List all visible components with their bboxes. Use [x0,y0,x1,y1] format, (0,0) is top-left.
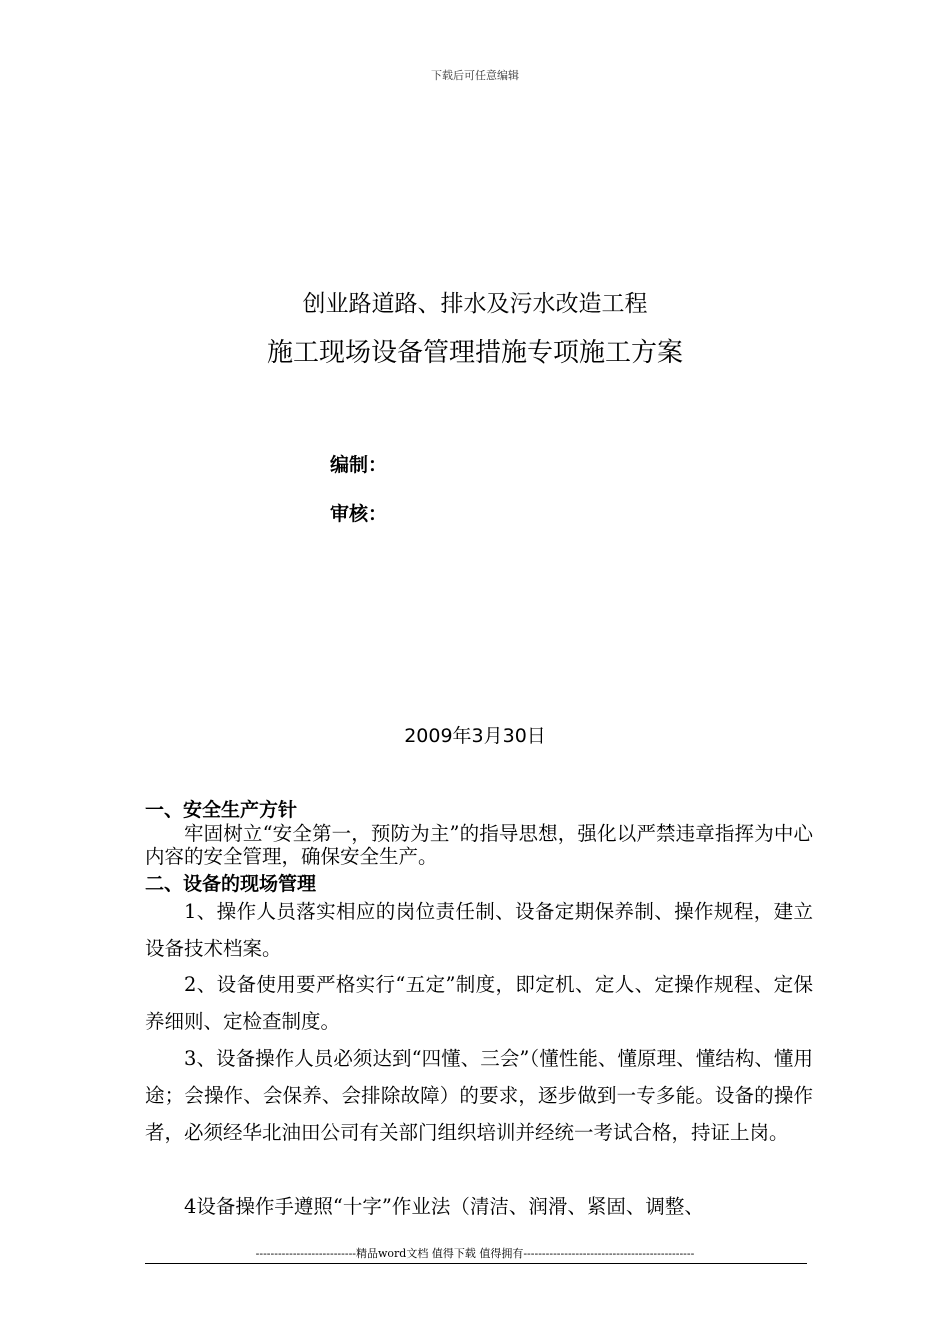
header-note: 下载后可任意编辑 [431,69,519,82]
list-item: 1、操作人员落实相应的岗位责任制、设备定期保养制、操作规程，建立设备技术档案。 [145,900,813,960]
document-title-line1: 创业路道路、排水及污水改造工程 [302,291,648,317]
document-date: 2009年3月30日 [404,725,546,747]
section-heading-equipment-management: 二、设备的现场管理 [145,873,317,895]
list-item: 3、设备操作人员必须达到“四懂、三会”（懂性能、懂原理、懂结构、懂用途；会操作、会保养、会排除故障）的要求，逐步做到一专多能。设备的操作者，必须经华北油田公司有关部门组织培训并经统一考试合格，持证上岗。 [145,1047,813,1144]
list-item: 4设备操作手遵照“十字”作业法（清洁、润滑、紧固、调整、 [184,1195,704,1218]
list-item: 2、设备使用要严格实行“五定”制度，即定机、定人、定操作规程、定保养细则、定检查制度。 [145,973,813,1033]
section-paragraph-safety-policy: 牢固树立“安全第一，预防为主”的指导思想，强化以严禁违章指挥为中心内容的安全管理，确保安全生产。 [145,822,813,868]
footer-divider [145,1263,807,1264]
reviewed-by-label: 审核： [330,503,388,525]
compiled-by-label: 编制： [330,454,388,476]
footer-text: ---------------------------精品word文档 值得下载 值得拥有---------------------------------------------- [255,1247,695,1260]
section-heading-safety-policy: 一、安全生产方针 [145,799,298,821]
document-title-line2: 施工现场设备管理措施专项施工方案 [266,338,683,368]
